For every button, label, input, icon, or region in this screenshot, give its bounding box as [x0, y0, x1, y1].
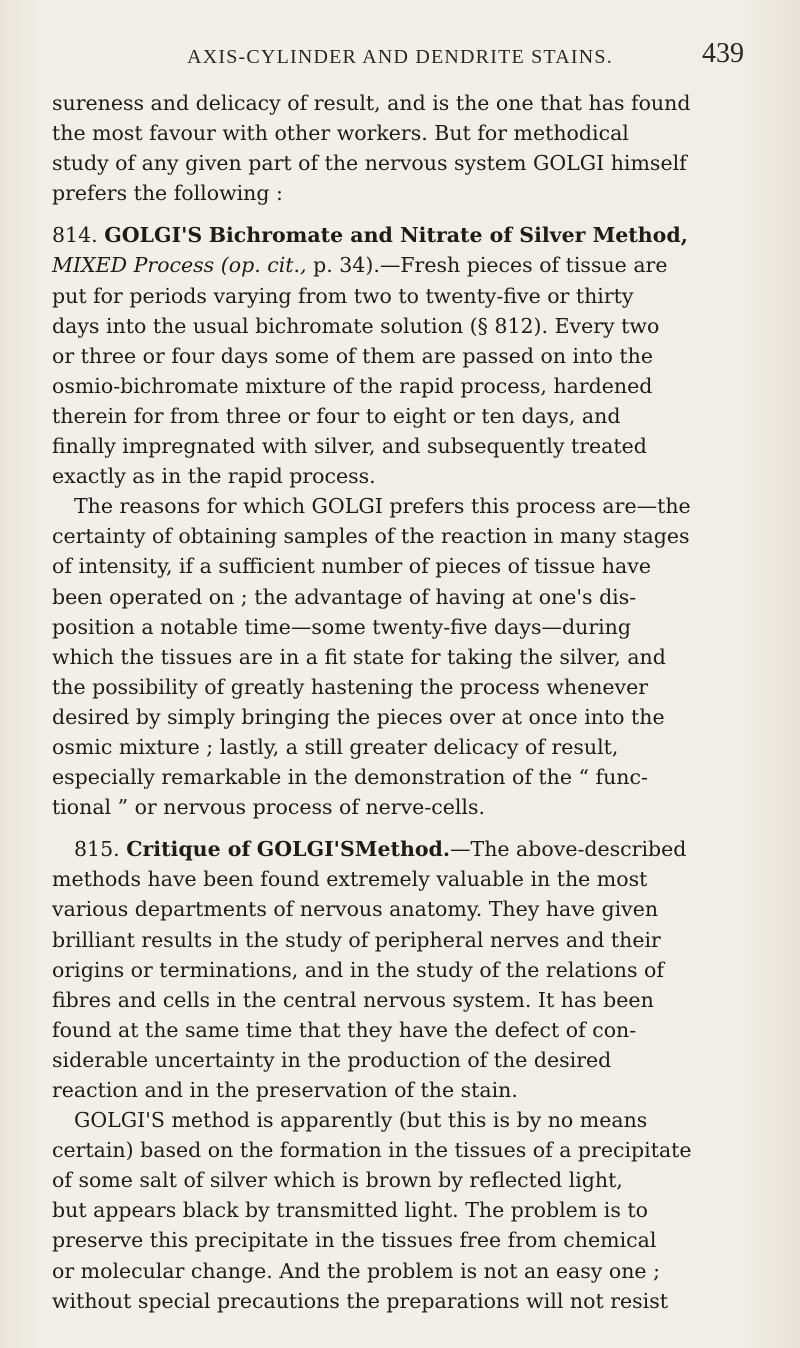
- text-line: the most favour with other workers. But for methodical: [52, 121, 629, 146]
- text-line: methods have been found extremely valuable in the most: [52, 867, 648, 892]
- paragraph-gap: [52, 822, 782, 834]
- text-line: exactly as in the rapid process.: [52, 464, 376, 489]
- text-span: prefers this process are—the: [389, 494, 691, 519]
- text-span: The reasons for which: [74, 494, 306, 519]
- paragraph-gap: [52, 208, 782, 220]
- page-number: 439: [702, 38, 744, 69]
- text-span: p. 34).—Fresh pieces of tissue are: [313, 253, 668, 278]
- text-line: or three or four days some of them are passed on into the: [52, 343, 653, 368]
- author-name: GOLGI'S: [74, 1108, 165, 1133]
- text-line: certain) based on the formation in the tissues of a precipitate: [52, 1138, 692, 1163]
- text-line: preserve this precipitate in the tissues free from chemical: [52, 1228, 657, 1253]
- text-line: osmic mixture ; lastly, a still greater delicacy of result,: [52, 734, 619, 759]
- text-line: [52, 1105, 782, 1135]
- text-line: brilliant results in the study of peripheral nerves and their: [52, 927, 661, 952]
- text-line: desired by simply bringing the pieces over at once into the: [52, 704, 665, 729]
- text-line: or molecular change. And the problem is not an easy one ;: [52, 1258, 660, 1283]
- text-line: [52, 250, 782, 280]
- text-line: days into the usual bichromate solution (§ 812). Every two: [52, 313, 660, 338]
- text-line: [52, 491, 782, 521]
- section-title: Critique of: [126, 837, 251, 862]
- text-span: method is apparently (but this is by no means: [171, 1108, 648, 1133]
- text-line: found at the same time that they have the defect of con-: [52, 1017, 637, 1042]
- text-line: but appears black by transmitted light. The problem is to: [52, 1198, 648, 1223]
- text-line: been operated on ; the advantage of having at one's dis-: [52, 584, 637, 609]
- text-line: of some salt of silver which is brown by reflected light,: [52, 1168, 623, 1193]
- text-line: siderable uncertainty in the production of the desired: [52, 1047, 612, 1072]
- text-line: especially remarkable in the demonstration of the “ func-: [52, 765, 648, 790]
- text-line: without special precautions the preparations will not resist: [52, 1288, 668, 1313]
- text-line: the possibility of greatly hastening the process whenever: [52, 674, 649, 699]
- text-line: which the tissues are in a fit state for taking the silver, and: [52, 644, 666, 669]
- text-line: of intensity, if a sufficient number of pieces of tissue have: [52, 554, 651, 579]
- text-line: various departments of nervous anatomy. They have given: [52, 897, 659, 922]
- text-line: fibres and cells in the central nervous system. It has been: [52, 987, 654, 1012]
- author-name: GOLGI'S: [104, 223, 203, 248]
- text-span: —The above-described: [450, 837, 687, 862]
- text-line: tional ” or nervous process of nerve-cells.: [52, 795, 486, 820]
- text-line: origins or terminations, and in the study of the relations of: [52, 957, 664, 982]
- text-line: reaction and in the preservation of the stain.: [52, 1078, 518, 1102]
- page-body: [52, 88, 782, 1316]
- section-title: Bichromate and Nitrate of Silver Method,: [208, 223, 688, 248]
- text-line: certainty of obtaining samples of the reaction in many stages: [52, 524, 690, 549]
- citation: (op. cit.,: [220, 253, 307, 278]
- process-name: MIXED Process: [52, 253, 215, 278]
- running-title: AXIS-CYLINDER AND DENDRITE STAINS.: [187, 46, 613, 68]
- text-line: sureness and delicacy of result, and is the one that has found: [52, 91, 691, 115]
- author-name: GOLGI'S: [256, 837, 355, 862]
- author-name: GOLGI: [311, 494, 383, 519]
- section-number: 814.: [52, 223, 98, 248]
- section-814-heading: [52, 220, 782, 250]
- section-number: 815.: [74, 837, 120, 862]
- section-title: Method.: [354, 837, 451, 862]
- text-line: put for periods varying from two to twenty-five or thirty: [52, 283, 634, 308]
- section-815-heading: [52, 834, 782, 864]
- text-line: finally impregnated with silver, and subsequently treated: [52, 434, 647, 459]
- text-line: study of any given part of the nervous system GOLGI himself: [52, 151, 687, 176]
- text-line: osmio-bichromate mixture of the rapid process, hardened: [52, 373, 653, 398]
- text-line: prefers the following :: [52, 181, 283, 206]
- text-line: therein for from three or four to eight or ten days, and: [52, 403, 621, 428]
- text-line: position a notable time—some twenty-five days—during: [52, 614, 632, 639]
